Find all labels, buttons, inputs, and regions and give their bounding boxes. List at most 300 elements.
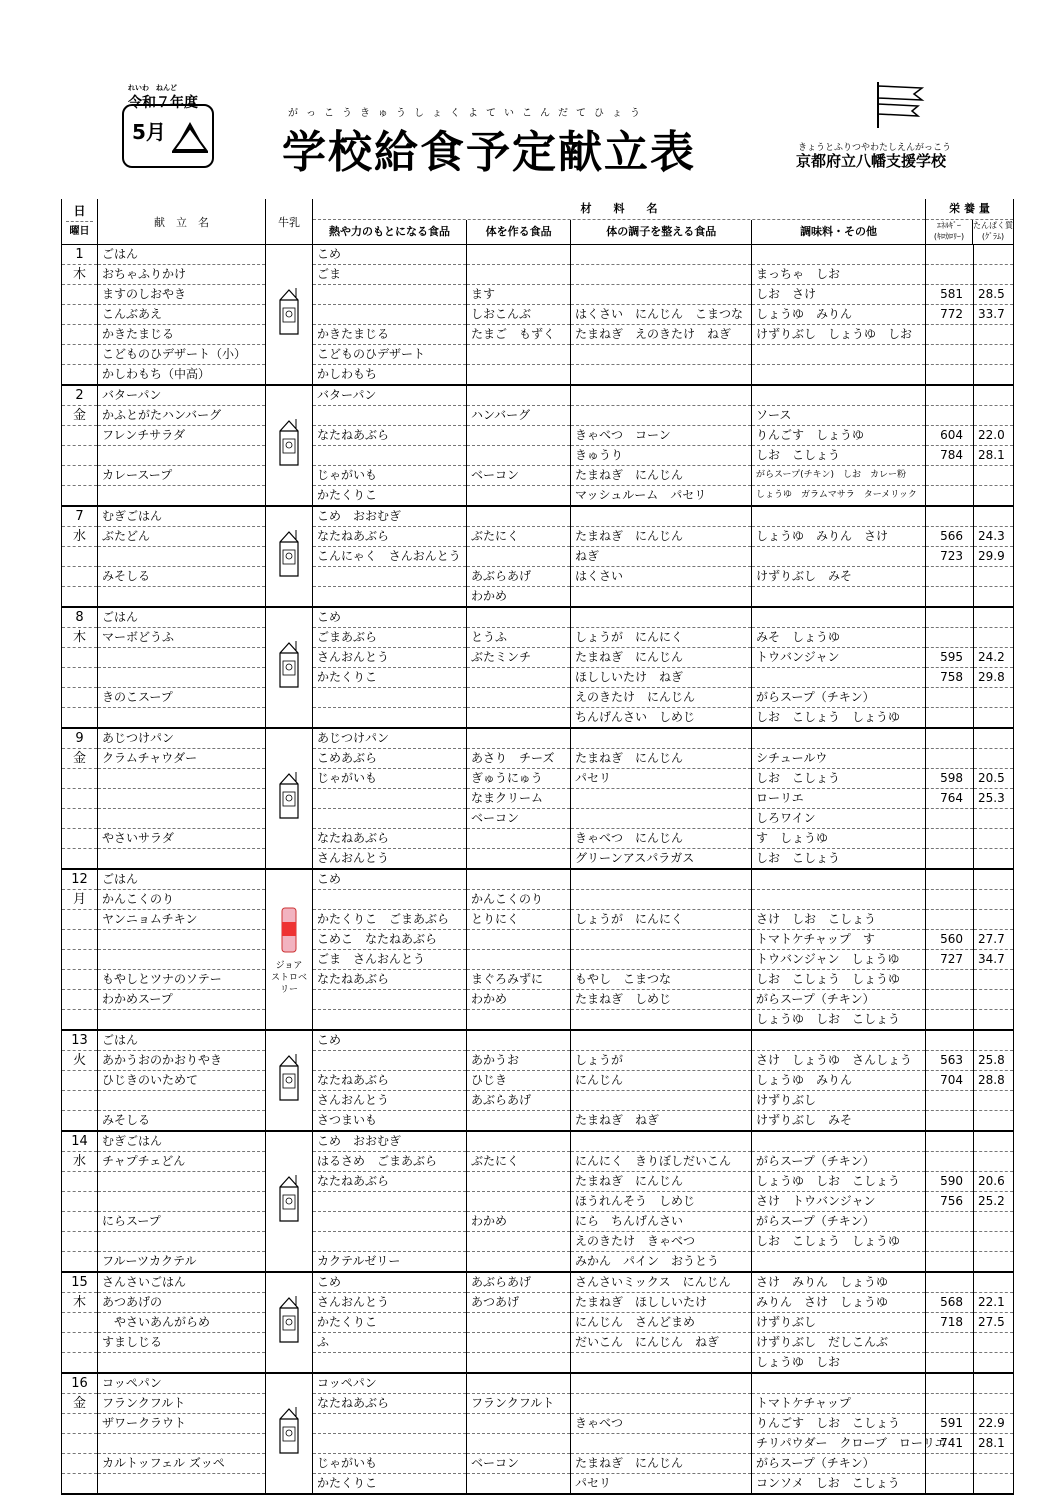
milk-name: ジョア ストロベリー bbox=[270, 960, 307, 995]
body-food: なまクリーム bbox=[467, 789, 571, 809]
energy-value: 591 bbox=[926, 1414, 974, 1434]
day-number: 1 bbox=[62, 245, 98, 265]
table-row bbox=[62, 1353, 1014, 1374]
body-food bbox=[467, 849, 571, 870]
day-cell bbox=[62, 930, 98, 950]
milk-cell bbox=[266, 1373, 313, 1494]
condition-food bbox=[571, 728, 752, 749]
condition-food: みかん パイン おうとう bbox=[571, 1252, 752, 1273]
condition-food: マッシュルーム パセリ bbox=[571, 486, 752, 507]
fiscal-year: れいわ ねんど 令和７年度 bbox=[128, 84, 198, 111]
body-food: あぶらあげ bbox=[467, 1091, 571, 1111]
energy-food bbox=[313, 587, 467, 608]
condition-food: にんじん さんどまめ bbox=[571, 1313, 752, 1333]
energy-food: かたくりこ ごまあぶら bbox=[313, 910, 467, 930]
energy-value bbox=[926, 708, 974, 729]
milk-cell bbox=[266, 245, 313, 386]
seasoning: しょうゆ みりん bbox=[752, 1071, 926, 1091]
dish-name bbox=[98, 587, 266, 608]
seasoning: しお こしょう しょうゆ bbox=[752, 1232, 926, 1252]
protein-value bbox=[974, 607, 1014, 628]
body-food: あさり チーズ bbox=[467, 749, 571, 769]
protein-value bbox=[974, 1010, 1014, 1031]
protein-value: 24.3 bbox=[974, 527, 1014, 547]
table-row bbox=[62, 769, 1014, 789]
condition-food: パセリ bbox=[571, 769, 752, 789]
month-badge bbox=[122, 104, 214, 168]
weekday: 木 bbox=[62, 265, 98, 285]
col-seasoning: 調味料・その他 bbox=[800, 225, 878, 238]
dish-name bbox=[98, 809, 266, 829]
energy-food: あじつけパン bbox=[313, 728, 467, 749]
body-food: しおこんぶ bbox=[467, 305, 571, 325]
energy-food: なたねあぶら bbox=[313, 426, 467, 446]
condition-food: たまねぎ しめじ bbox=[571, 990, 752, 1010]
dish-name: ヤンニョムチキン bbox=[98, 910, 266, 930]
day-number: 12 bbox=[62, 869, 98, 890]
energy-value bbox=[926, 365, 974, 386]
day-cell bbox=[62, 1474, 98, 1495]
protein-value bbox=[974, 1111, 1014, 1132]
protein-value bbox=[974, 688, 1014, 708]
dish-name: ごはん bbox=[98, 245, 266, 265]
dish-name: かふとがたハンバーグ bbox=[98, 406, 266, 426]
energy-food: こめ bbox=[313, 245, 467, 265]
dish-name: みそしる bbox=[98, 567, 266, 587]
day-cell bbox=[62, 708, 98, 729]
energy-food: こめこ なたねあぶら bbox=[313, 930, 467, 950]
protein-value bbox=[974, 1131, 1014, 1152]
seasoning: トウバンジャン bbox=[752, 648, 926, 668]
body-food: まぐろみずに bbox=[467, 970, 571, 990]
milk-carton-icon bbox=[274, 1405, 304, 1457]
seasoning: けずりぶし だしこんぶ bbox=[752, 1333, 926, 1353]
day-cell bbox=[62, 1091, 98, 1111]
body-food bbox=[467, 1131, 571, 1152]
day-cell bbox=[62, 970, 98, 990]
energy-value bbox=[926, 990, 974, 1010]
protein-value bbox=[974, 245, 1014, 265]
table-row bbox=[62, 930, 1014, 950]
table-row bbox=[62, 970, 1014, 990]
protein-value bbox=[974, 1474, 1014, 1495]
energy-food bbox=[313, 446, 467, 466]
dish-name bbox=[98, 769, 266, 789]
table-row bbox=[62, 607, 1014, 628]
table-row bbox=[62, 1131, 1014, 1152]
seasoning: しょうゆ みりん bbox=[752, 305, 926, 325]
condition-food: ほししいたけ ねぎ bbox=[571, 668, 752, 688]
energy-food bbox=[313, 789, 467, 809]
table-row bbox=[62, 245, 1014, 265]
dish-name: むぎごはん bbox=[98, 506, 266, 527]
table-row bbox=[62, 849, 1014, 870]
protein-value bbox=[974, 486, 1014, 507]
protein-value: 20.6 bbox=[974, 1172, 1014, 1192]
dish-name bbox=[98, 1474, 266, 1495]
protein-value: 28.5 bbox=[974, 285, 1014, 305]
dish-name bbox=[98, 1172, 266, 1192]
dish-name: カルトッフェル ズッペ bbox=[98, 1454, 266, 1474]
table-row bbox=[62, 486, 1014, 507]
day-cell bbox=[62, 910, 98, 930]
energy-value bbox=[926, 607, 974, 628]
protein-value: 33.7 bbox=[974, 305, 1014, 325]
protein-value bbox=[974, 1333, 1014, 1353]
seasoning bbox=[752, 385, 926, 406]
seasoning: けずりぶし bbox=[752, 1091, 926, 1111]
dish-name: フレンチサラダ bbox=[98, 426, 266, 446]
body-food bbox=[467, 1333, 571, 1353]
condition-food bbox=[571, 265, 752, 285]
body-food bbox=[467, 245, 571, 265]
table-row bbox=[62, 325, 1014, 345]
seasoning: しお こしょう bbox=[752, 446, 926, 466]
condition-food bbox=[571, 1373, 752, 1394]
day-cell bbox=[62, 426, 98, 446]
energy-food: かたくりこ bbox=[313, 1313, 467, 1333]
weekday: 火 bbox=[62, 1051, 98, 1071]
body-food: ぎゅうにゅう bbox=[467, 769, 571, 789]
body-food bbox=[467, 385, 571, 406]
condition-food: ちんげんさい しめじ bbox=[571, 708, 752, 729]
seasoning: がらスープ（チキン） bbox=[752, 1212, 926, 1232]
dish-name bbox=[98, 1091, 266, 1111]
dish-name bbox=[98, 547, 266, 567]
table-row bbox=[62, 547, 1014, 567]
weekday: 木 bbox=[62, 1293, 98, 1313]
dish-name bbox=[98, 1232, 266, 1252]
condition-food: きゅうり bbox=[571, 446, 752, 466]
table-row bbox=[62, 1474, 1014, 1495]
body-food bbox=[467, 1111, 571, 1132]
col-menu-name: 献 立 名 bbox=[98, 199, 266, 245]
day-number: 13 bbox=[62, 1030, 98, 1051]
energy-food bbox=[313, 890, 467, 910]
protein-value bbox=[974, 1030, 1014, 1051]
table-row bbox=[62, 1313, 1014, 1333]
day-cell bbox=[62, 1111, 98, 1132]
condition-food: はくさい bbox=[571, 567, 752, 587]
menu-table bbox=[61, 199, 1014, 1495]
condition-food: にんにく きりぼしだいこん bbox=[571, 1152, 752, 1172]
energy-value bbox=[926, 849, 974, 870]
body-food: とりにく bbox=[467, 910, 571, 930]
day-cell bbox=[62, 305, 98, 325]
body-food bbox=[467, 829, 571, 849]
energy-food: かたくりこ bbox=[313, 1474, 467, 1495]
dish-name: フルーツカクテル bbox=[98, 1252, 266, 1273]
table-row bbox=[62, 1293, 1014, 1313]
dish-name: ザワークラウト bbox=[98, 1414, 266, 1434]
body-food bbox=[467, 426, 571, 446]
seasoning: トウバンジャン しょうゆ bbox=[752, 950, 926, 970]
protein-value bbox=[974, 1394, 1014, 1414]
energy-value bbox=[926, 910, 974, 930]
milk-carton-icon bbox=[274, 1052, 304, 1104]
day-number: 9 bbox=[62, 728, 98, 749]
energy-value bbox=[926, 1212, 974, 1232]
condition-food bbox=[571, 1434, 752, 1454]
protein-value bbox=[974, 567, 1014, 587]
col-nutrition: 栄 養 量 ｴﾈﾙｷﾞｰ (ｷﾛｶﾛﾘｰ) たんぱく質 (ｸﾞﾗﾑ) bbox=[926, 199, 1014, 245]
seasoning bbox=[752, 547, 926, 567]
condition-food bbox=[571, 1010, 752, 1031]
seasoning: がらスープ（チキン） bbox=[752, 990, 926, 1010]
dish-name: ますのしおやき bbox=[98, 285, 266, 305]
dish-name bbox=[98, 849, 266, 870]
dish-name: おちゃふりかけ bbox=[98, 265, 266, 285]
weekday: 木 bbox=[62, 628, 98, 648]
condition-food bbox=[571, 607, 752, 628]
body-food: ベーコン bbox=[467, 1454, 571, 1474]
seasoning: コンソメ しお こしょう bbox=[752, 1474, 926, 1495]
dish-name bbox=[98, 1353, 266, 1374]
body-food: わかめ bbox=[467, 587, 571, 608]
seasoning bbox=[752, 345, 926, 365]
protein-value bbox=[974, 849, 1014, 870]
table-row bbox=[62, 1434, 1014, 1454]
day-number: 16 bbox=[62, 1373, 98, 1394]
energy-food: こめ bbox=[313, 607, 467, 628]
body-food: ひじき bbox=[467, 1071, 571, 1091]
body-food bbox=[467, 930, 571, 950]
day-cell bbox=[62, 547, 98, 567]
body-food bbox=[467, 1030, 571, 1051]
dish-name bbox=[98, 1192, 266, 1212]
seasoning: りんごす しお こしょう bbox=[752, 1414, 926, 1434]
body-food bbox=[467, 607, 571, 628]
condition-food: たまねぎ にんじん bbox=[571, 749, 752, 769]
condition-food: さんさいミックス にんじん bbox=[571, 1272, 752, 1293]
table-row bbox=[62, 506, 1014, 527]
table-row bbox=[62, 728, 1014, 749]
kabuto-icon bbox=[170, 120, 210, 156]
milk-cell bbox=[266, 869, 313, 1030]
dish-name: ごはん bbox=[98, 869, 266, 890]
dish-name: こんぶあえ bbox=[98, 305, 266, 325]
body-food: あかうお bbox=[467, 1051, 571, 1071]
body-food bbox=[467, 728, 571, 749]
body-food: ぶたミンチ bbox=[467, 648, 571, 668]
energy-value bbox=[926, 466, 974, 486]
condition-food: はくさい にんじん こまつな bbox=[571, 305, 752, 325]
seasoning: しお こしょう bbox=[752, 849, 926, 870]
table-row bbox=[62, 749, 1014, 769]
page-title: 学校給食予定献立表 bbox=[282, 127, 696, 178]
body-food bbox=[467, 869, 571, 890]
dish-name: マーボどうふ bbox=[98, 628, 266, 648]
energy-value: 704 bbox=[926, 1071, 974, 1091]
energy-food: かしわもち bbox=[313, 365, 467, 386]
milk-cell bbox=[266, 607, 313, 728]
weekday: 月 bbox=[62, 890, 98, 910]
table-row bbox=[62, 1192, 1014, 1212]
seasoning: さけ しお こしょう bbox=[752, 910, 926, 930]
condition-food bbox=[571, 789, 752, 809]
energy-value bbox=[926, 1353, 974, 1374]
body-food: あぶらあげ bbox=[467, 1272, 571, 1293]
energy-food: ごま bbox=[313, 265, 467, 285]
dish-name: やさいあんがらめ bbox=[98, 1313, 266, 1333]
body-food bbox=[467, 1252, 571, 1273]
energy-value bbox=[926, 809, 974, 829]
day-cell bbox=[62, 809, 98, 829]
milk-carton-icon bbox=[274, 417, 304, 469]
seasoning: しょうゆ しお bbox=[752, 1353, 926, 1374]
seasoning bbox=[752, 1373, 926, 1394]
protein-value bbox=[974, 1232, 1014, 1252]
milk-cell bbox=[266, 728, 313, 869]
day-cell bbox=[62, 486, 98, 507]
dish-name bbox=[98, 648, 266, 668]
dish-name: きのこスープ bbox=[98, 688, 266, 708]
day-cell bbox=[62, 1434, 98, 1454]
table-row bbox=[62, 1212, 1014, 1232]
day-cell bbox=[62, 1333, 98, 1353]
seasoning: しお こしょう bbox=[752, 769, 926, 789]
seasoning bbox=[752, 607, 926, 628]
table-row bbox=[62, 567, 1014, 587]
energy-value bbox=[926, 1152, 974, 1172]
body-food: ハンバーグ bbox=[467, 406, 571, 426]
energy-food: かたくりこ bbox=[313, 668, 467, 688]
energy-food: こめ おおむぎ bbox=[313, 1131, 467, 1152]
body-food bbox=[467, 506, 571, 527]
energy-value bbox=[926, 1232, 974, 1252]
energy-value bbox=[926, 587, 974, 608]
milk-carton-icon bbox=[274, 1294, 304, 1346]
energy-food: じゃがいも bbox=[313, 466, 467, 486]
day-cell bbox=[62, 365, 98, 386]
energy-value bbox=[926, 1030, 974, 1051]
day-cell bbox=[62, 668, 98, 688]
body-food bbox=[467, 1010, 571, 1031]
energy-value: 566 bbox=[926, 527, 974, 547]
body-food: あぶらあげ bbox=[467, 567, 571, 587]
dish-name: あかうおのかおりやき bbox=[98, 1051, 266, 1071]
body-food: わかめ bbox=[467, 1212, 571, 1232]
body-food: ぶたにく bbox=[467, 527, 571, 547]
body-food: たまご もずく bbox=[467, 325, 571, 345]
energy-food bbox=[313, 1212, 467, 1232]
energy-food: さんおんとう bbox=[313, 849, 467, 870]
seasoning: しろワイン bbox=[752, 809, 926, 829]
protein-value bbox=[974, 1152, 1014, 1172]
day-cell bbox=[62, 648, 98, 668]
seasoning: ソース bbox=[752, 406, 926, 426]
protein-value bbox=[974, 890, 1014, 910]
body-food bbox=[467, 1192, 571, 1212]
protein-value: 25.2 bbox=[974, 1192, 1014, 1212]
table-row bbox=[62, 809, 1014, 829]
protein-value: 22.0 bbox=[974, 426, 1014, 446]
body-food: フランクフルト bbox=[467, 1394, 571, 1414]
dish-name: ごはん bbox=[98, 1030, 266, 1051]
energy-food bbox=[313, 567, 467, 587]
energy-value bbox=[926, 406, 974, 426]
energy-value: 764 bbox=[926, 789, 974, 809]
seasoning: しょうゆ しお こしょう bbox=[752, 1172, 926, 1192]
table-row bbox=[62, 990, 1014, 1010]
protein-value: 28.1 bbox=[974, 446, 1014, 466]
day-cell bbox=[62, 1232, 98, 1252]
day-cell bbox=[62, 285, 98, 305]
table-row bbox=[62, 406, 1014, 426]
day-cell bbox=[62, 1252, 98, 1273]
seasoning: さけ トウバンジャン bbox=[752, 1192, 926, 1212]
energy-value bbox=[926, 486, 974, 507]
body-food: ベーコン bbox=[467, 466, 571, 486]
seasoning: けずりぶし しょうゆ しお bbox=[752, 325, 926, 345]
table-row bbox=[62, 648, 1014, 668]
table-row bbox=[62, 1373, 1014, 1394]
condition-food: きゃべつ bbox=[571, 1414, 752, 1434]
protein-value bbox=[974, 506, 1014, 527]
seasoning: がらスープ(チキン) しお カレー粉 bbox=[752, 466, 926, 486]
weekday: 水 bbox=[62, 1152, 98, 1172]
dish-name bbox=[98, 789, 266, 809]
dish-name: カレースープ bbox=[98, 466, 266, 486]
seasoning: シチュールウ bbox=[752, 749, 926, 769]
table-row bbox=[62, 950, 1014, 970]
milk-carton-icon bbox=[274, 1173, 304, 1225]
dish-name: こどものひデザート（小） bbox=[98, 345, 266, 365]
day-cell bbox=[62, 567, 98, 587]
day-cell bbox=[62, 1454, 98, 1474]
table-row bbox=[62, 285, 1014, 305]
dish-name bbox=[98, 668, 266, 688]
seasoning: す しょうゆ bbox=[752, 829, 926, 849]
condition-food: にら ちんげんさい bbox=[571, 1212, 752, 1232]
condition-food bbox=[571, 385, 752, 406]
col-ingredients: 材 料 名 熱や力のもとになる食品 体を作る食品 体の調子を整える食品 調味料・その他 bbox=[313, 199, 926, 245]
body-food bbox=[467, 1373, 571, 1394]
body-food bbox=[467, 1313, 571, 1333]
table-row bbox=[62, 910, 1014, 930]
energy-food: ふ bbox=[313, 1333, 467, 1353]
seasoning: けずりぶし みそ bbox=[752, 567, 926, 587]
dish-name bbox=[98, 950, 266, 970]
body-food: かんこくのり bbox=[467, 890, 571, 910]
protein-value: 34.7 bbox=[974, 950, 1014, 970]
milk-carton-icon bbox=[274, 770, 304, 822]
energy-value: 758 bbox=[926, 668, 974, 688]
protein-value: 29.9 bbox=[974, 547, 1014, 567]
energy-value: 590 bbox=[926, 1172, 974, 1192]
day-cell bbox=[62, 990, 98, 1010]
body-food bbox=[467, 708, 571, 729]
table-row bbox=[62, 265, 1014, 285]
body-food bbox=[467, 265, 571, 285]
day-number: 8 bbox=[62, 607, 98, 628]
table-row bbox=[62, 1030, 1014, 1051]
condition-food: きゃべつ にんじん bbox=[571, 829, 752, 849]
day-cell bbox=[62, 466, 98, 486]
energy-food: さんおんとう bbox=[313, 1091, 467, 1111]
energy-value bbox=[926, 749, 974, 769]
condition-food: たまねぎ にんじん bbox=[571, 527, 752, 547]
energy-value: 604 bbox=[926, 426, 974, 446]
col-body-food: 体を作る食品 bbox=[467, 220, 571, 244]
condition-food: たまねぎ ねぎ bbox=[571, 1111, 752, 1132]
condition-food: たまねぎ にんじん bbox=[571, 1454, 752, 1474]
dish-name: みそしる bbox=[98, 1111, 266, 1132]
energy-value bbox=[926, 728, 974, 749]
body-food bbox=[467, 688, 571, 708]
dish-name bbox=[98, 486, 266, 507]
energy-value bbox=[926, 688, 974, 708]
